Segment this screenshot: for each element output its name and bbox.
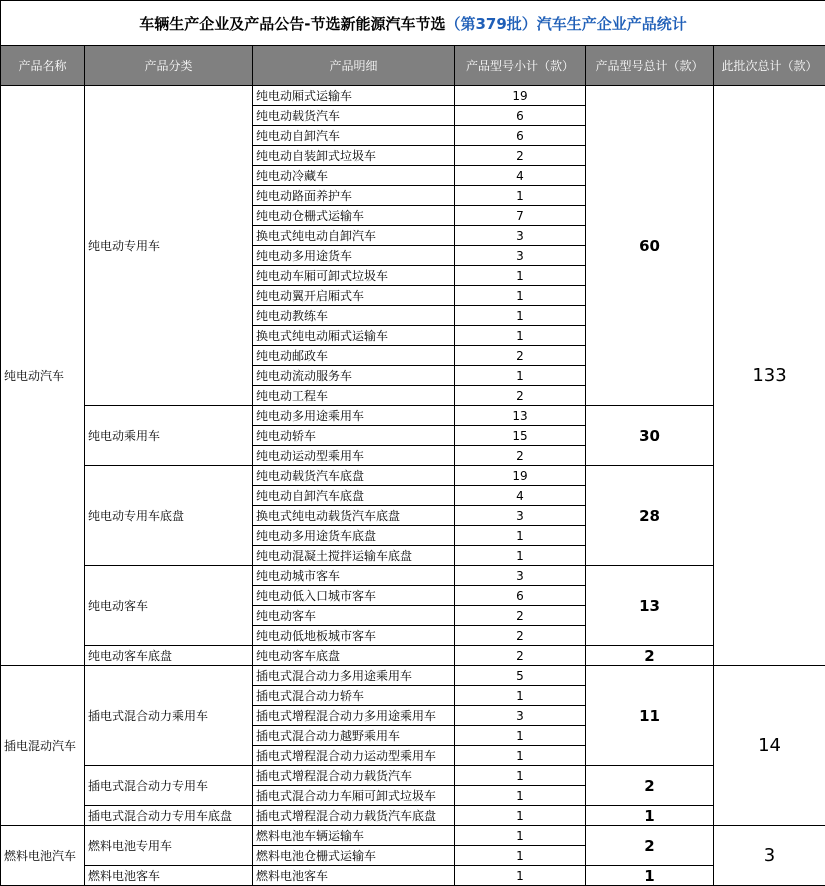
table-title [1,1,825,46]
model-subtotal-cell: 3 [455,226,586,246]
product-detail-cell: 纯电动客车 [253,606,455,626]
model-subtotal-cell: 2 [455,446,586,466]
product-category-cell: 插电式混合动力专用车 [85,766,253,806]
model-subtotal-cell: 3 [455,246,586,266]
header-product-name: 产品名称 [1,46,85,86]
title-main: 车辆生产企业及产品公告-节选新能源汽车节选 [139,14,446,33]
model-total-cell: 30 [586,406,714,466]
model-subtotal-cell: 2 [455,386,586,406]
product-detail-cell: 插电式混合动力轿车 [253,686,455,706]
product-category-cell: 纯电动乘用车 [85,406,253,466]
table-row [1,766,825,786]
product-detail-cell: 纯电动流动服务车 [253,366,455,386]
product-category-cell: 纯电动专用车 [85,86,253,406]
product-category-cell: 纯电动专用车底盘 [85,466,253,566]
product-detail-cell: 插电式增程混合动力载货汽车 [253,766,455,786]
model-total-cell: 13 [586,566,714,646]
product-detail-cell: 纯电动自卸汽车 [253,126,455,146]
product-detail-cell: 纯电动车厢可卸式垃圾车 [253,266,455,286]
model-total-cell: 60 [586,86,714,406]
model-subtotal-cell: 1 [455,866,586,886]
table-row [1,406,825,426]
product-detail-cell: 纯电动多用途货车底盘 [253,526,455,546]
model-subtotal-cell: 1 [455,766,586,786]
header-row [1,46,825,86]
table-row [1,826,825,846]
model-subtotal-cell: 6 [455,586,586,606]
product-detail-cell: 纯电动厢式运输车 [253,86,455,106]
product-name-cell: 燃料电池汽车 [1,826,85,886]
header-model-subtotal: 产品型号小计（款） [455,46,586,86]
model-subtotal-cell: 1 [455,746,586,766]
product-detail-cell: 纯电动载货汽车 [253,106,455,126]
model-subtotal-cell: 19 [455,86,586,106]
model-subtotal-cell: 1 [455,366,586,386]
model-total-cell: 2 [586,826,714,866]
model-subtotal-cell: 1 [455,546,586,566]
product-detail-cell: 纯电动混凝土搅拌运输车底盘 [253,546,455,566]
product-detail-cell: 插电式混合动力多用途乘用车 [253,666,455,686]
product-detail-cell: 纯电动仓栅式运输车 [253,206,455,226]
product-category-cell: 纯电动客车 [85,566,253,646]
product-detail-cell: 纯电动多用途乘用车 [253,406,455,426]
model-subtotal-cell: 15 [455,426,586,446]
model-subtotal-cell: 5 [455,666,586,686]
batch-total-cell: 3 [714,826,825,886]
title-batch: （第379批）汽车生产企业产品统计 [445,14,687,33]
product-detail-cell: 换电式纯电动厢式运输车 [253,326,455,346]
model-subtotal-cell: 3 [455,506,586,526]
model-subtotal-cell: 2 [455,606,586,626]
model-subtotal-cell: 4 [455,486,586,506]
model-subtotal-cell: 1 [455,266,586,286]
product-detail-cell: 插电式增程混合动力载货汽车底盘 [253,806,455,826]
product-detail-cell: 换电式纯电动自卸汽车 [253,226,455,246]
product-detail-cell: 纯电动低入口城市客车 [253,586,455,606]
product-category-cell: 插电式混合动力专用车底盘 [85,806,253,826]
table-row [1,466,825,486]
product-detail-cell: 纯电动载货汽车底盘 [253,466,455,486]
product-detail-cell: 换电式纯电动载货汽车底盘 [253,506,455,526]
table-row [1,566,825,586]
product-detail-cell: 纯电动自卸汽车底盘 [253,486,455,506]
product-detail-cell: 插电式增程混合动力运动型乘用车 [253,746,455,766]
model-subtotal-cell: 1 [455,686,586,706]
model-subtotal-cell: 1 [455,526,586,546]
header-product-detail: 产品明细 [253,46,455,86]
product-detail-cell: 纯电动城市客车 [253,566,455,586]
product-detail-cell: 燃料电池仓栅式运输车 [253,846,455,866]
product-detail-cell: 插电式混合动力车厢可卸式垃圾车 [253,786,455,806]
product-detail-cell: 燃料电池车辆运输车 [253,826,455,846]
model-subtotal-cell: 1 [455,726,586,746]
product-detail-cell: 纯电动路面养护车 [253,186,455,206]
title-row [1,1,825,46]
header-model-total: 产品型号总计（款） [586,46,714,86]
model-subtotal-cell: 3 [455,566,586,586]
model-subtotal-cell: 3 [455,706,586,726]
model-subtotal-cell: 2 [455,626,586,646]
model-subtotal-cell: 1 [455,326,586,346]
product-detail-cell: 纯电动冷藏车 [253,166,455,186]
model-subtotal-cell: 1 [455,846,586,866]
model-subtotal-cell: 1 [455,826,586,846]
model-subtotal-cell: 1 [455,806,586,826]
model-subtotal-cell: 2 [455,146,586,166]
product-detail-cell: 插电式混合动力越野乘用车 [253,726,455,746]
model-subtotal-cell: 1 [455,306,586,326]
model-total-cell: 1 [586,866,714,886]
table-row [1,666,825,686]
header-batch-total: 此批次总计（款） [714,46,825,86]
product-detail-cell: 纯电动工程车 [253,386,455,406]
model-subtotal-cell: 19 [455,466,586,486]
batch-total-cell: 14 [714,666,825,826]
model-subtotal-cell: 7 [455,206,586,226]
table-row [1,866,825,886]
product-detail-cell: 纯电动多用途货车 [253,246,455,266]
model-subtotal-cell: 1 [455,286,586,306]
model-subtotal-cell: 13 [455,406,586,426]
table-row [1,806,825,826]
product-name-cell: 插电混动汽车 [1,666,85,826]
product-detail-cell: 纯电动教练车 [253,306,455,326]
model-subtotal-cell: 2 [455,346,586,366]
model-subtotal-cell: 6 [455,106,586,126]
product-detail-cell: 纯电动邮政车 [253,346,455,366]
model-subtotal-cell: 1 [455,786,586,806]
model-total-cell: 11 [586,666,714,766]
model-total-cell: 2 [586,766,714,806]
table-row [1,646,825,666]
table-row [1,86,825,106]
product-name-cell: 纯电动汽车 [1,86,85,666]
model-total-cell: 2 [586,646,714,666]
product-detail-cell: 燃料电池客车 [253,866,455,886]
product-detail-cell: 纯电动自装卸式垃圾车 [253,146,455,166]
model-total-cell: 28 [586,466,714,566]
product-category-cell: 燃料电池专用车 [85,826,253,866]
model-subtotal-cell: 1 [455,186,586,206]
product-category-cell: 燃料电池客车 [85,866,253,886]
model-subtotal-cell: 2 [455,646,586,666]
product-category-cell: 纯电动客车底盘 [85,646,253,666]
model-subtotal-cell: 4 [455,166,586,186]
batch-total-cell: 133 [714,86,825,666]
product-detail-cell: 纯电动客车底盘 [253,646,455,666]
model-total-cell: 1 [586,806,714,826]
model-subtotal-cell: 6 [455,126,586,146]
product-detail-cell: 纯电动翼开启厢式车 [253,286,455,306]
product-detail-cell: 纯电动低地板城市客车 [253,626,455,646]
header-product-category: 产品分类 [85,46,253,86]
product-detail-cell: 纯电动轿车 [253,426,455,446]
product-detail-cell: 插电式增程混合动力多用途乘用车 [253,706,455,726]
product-detail-cell: 纯电动运动型乘用车 [253,446,455,466]
product-category-cell: 插电式混合动力乘用车 [85,666,253,766]
